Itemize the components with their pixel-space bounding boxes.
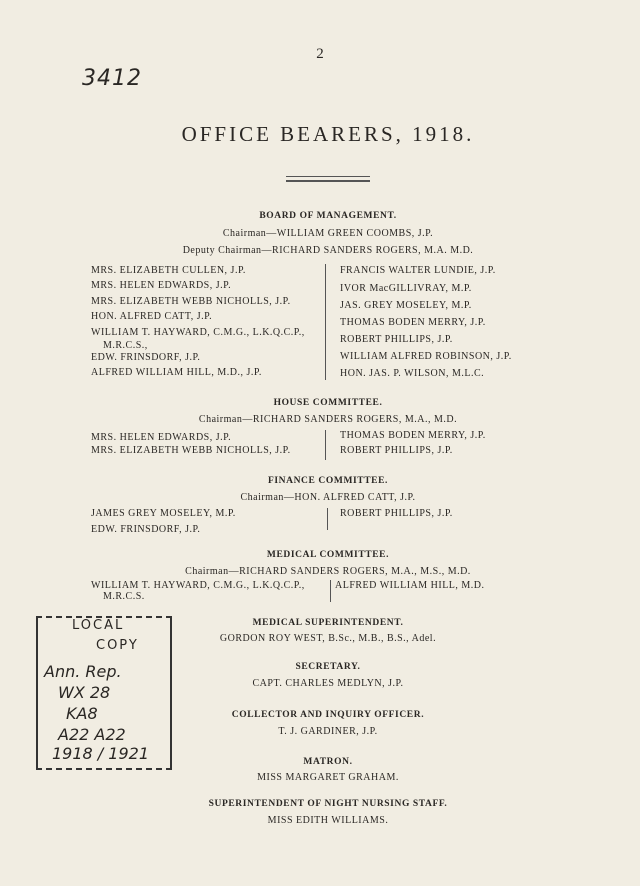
house-chairman: Chairman—RICHARD SANDERS ROGERS, M.A., M.D. (198, 414, 458, 425)
board-right-member: ROBERT PHILLIPS, J.P. (340, 334, 453, 345)
board-left-member: WILLIAM T. HAYWARD, C.M.G., L.K.Q.C.P., (91, 327, 305, 338)
superintendent-name: GORDON ROY WEST, B.Sc., M.B., B.S., Adel. (219, 633, 437, 644)
title-rule (286, 176, 370, 177)
finance-left-member: JAMES GREY MOSELEY, M.P. (91, 508, 236, 519)
board-left-member: MRS. ELIZABETH CULLEN, J.P. (91, 265, 246, 276)
board-left-member: ALFRED WILLIAM HILL, M.D., J.P. (91, 367, 262, 378)
collector-name: T. J. GARDINER, J.P. (278, 726, 378, 737)
board-heading: BOARD OF MANAGEMENT. (259, 211, 397, 221)
finance-left-member: EDW. FRINSDORF, J.P. (91, 524, 201, 535)
stamp-line: KA8 (66, 704, 98, 723)
board-left-member: MRS. ELIZABETH WEBB NICHOLLS, J.P. (91, 296, 291, 307)
stamp-line: LOCAL (72, 618, 125, 633)
board-chairman: Chairman—WILLIAM GREEN COOMBS, J.P. (222, 228, 434, 239)
board-left-member: HON. ALFRED CATT, J.P. (91, 311, 213, 322)
medical-right-member: ALFRED WILLIAM HILL, M.D. (335, 580, 485, 591)
secretary-name: CAPT. CHARLES MEDLYN, J.P. (252, 678, 404, 689)
board-right-member: FRANCIS WALTER LUNDIE, J.P. (340, 265, 496, 276)
medical-left-member: WILLIAM T. HAYWARD, C.M.G., L.K.Q.C.P., (91, 580, 305, 591)
finance-right-member: ROBERT PHILLIPS, J.P. (340, 508, 453, 519)
night-superintendent-heading: SUPERINTENDENT OF NIGHT NURSING STAFF. (208, 799, 448, 809)
house-divider (325, 430, 326, 460)
medical-chairman: Chairman—RICHARD SANDERS ROGERS, M.A., M.S., M.D. (185, 566, 471, 577)
finance-divider (327, 508, 328, 530)
medical-left-member: M.R.C.S. (103, 591, 145, 602)
stamp-line: Ann. Rep. (44, 662, 122, 681)
page-number: 2 (316, 46, 324, 62)
house-right-member: ROBERT PHILLIPS, J.P. (340, 445, 453, 456)
medical-heading: MEDICAL COMMITTEE. (266, 550, 390, 560)
board-right-member: THOMAS BODEN MERRY, J.P. (340, 317, 486, 328)
secretary-heading: SECRETARY. (295, 662, 361, 672)
board-left-member: MRS. HELEN EDWARDS, J.P. (91, 280, 232, 291)
board-right-member: HON. JAS. P. WILSON, M.L.C. (340, 368, 485, 379)
stamp-line: 1918 / 1921 (52, 744, 149, 763)
board-right-member: IVOR MacGILLIVRAY, M.P. (340, 283, 472, 294)
stamp-line: COPY (96, 638, 139, 653)
medical-divider (330, 580, 331, 602)
house-heading: HOUSE COMMITTEE. (273, 398, 383, 408)
stamp-line: A22 A22 (58, 725, 126, 744)
superintendent-heading: MEDICAL SUPERINTENDENT. (252, 618, 404, 628)
finance-heading: FINANCE COMMITTEE. (267, 476, 389, 486)
stamp-line: WX 28 (58, 683, 111, 702)
collector-heading: COLLECTOR AND INQUIRY OFFICER. (231, 710, 425, 720)
title-rule-thick (286, 180, 370, 182)
board-right-member: WILLIAM ALFRED ROBINSON, J.P. (340, 351, 512, 362)
matron-name: MISS MARGARET GRAHAM. (257, 772, 399, 783)
page-title: OFFICE BEARERS, 1918. (181, 122, 475, 146)
library-stamp (36, 616, 168, 766)
board-divider (325, 264, 326, 380)
matron-heading: MATRON. (303, 757, 353, 767)
finance-chairman: Chairman—HON. ALFRED CATT, J.P. (240, 492, 416, 503)
house-right-member: THOMAS BODEN MERRY, J.P. (340, 430, 486, 441)
board-deputy-chairman: Deputy Chairman—RICHARD SANDERS ROGERS, M.A. M.D. (182, 245, 474, 256)
night-superintendent-name: MISS EDITH WILLIAMS. (267, 815, 389, 826)
house-left-member: MRS. HELEN EDWARDS, J.P. (91, 432, 232, 443)
board-left-member: M.R.C.S., (103, 340, 148, 351)
board-right-member: JAS. GREY MOSELEY, M.P. (340, 300, 472, 311)
handwritten-number: 3412 (82, 66, 142, 91)
house-left-member: MRS. ELIZABETH WEBB NICHOLLS, J.P. (91, 445, 291, 456)
board-left-member: EDW. FRINSDORF, J.P. (91, 352, 201, 363)
